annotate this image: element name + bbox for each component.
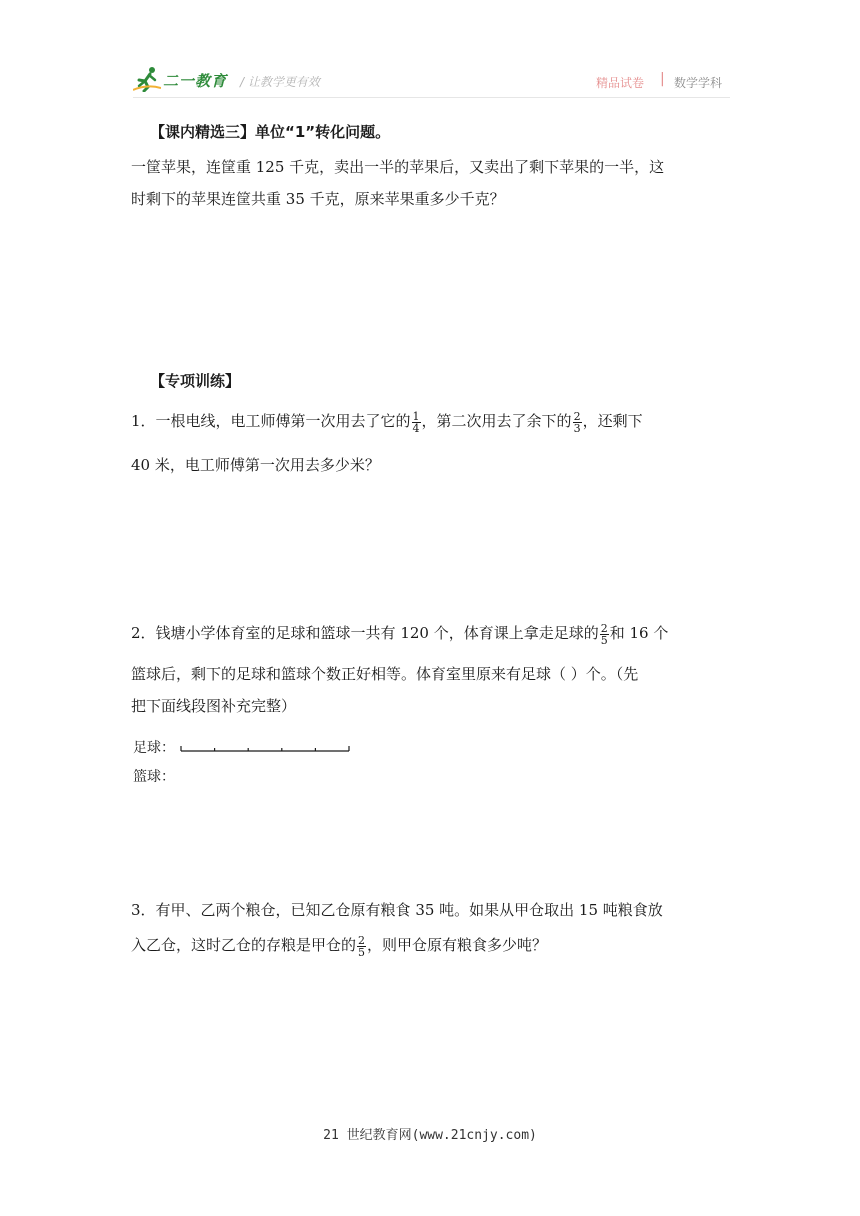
section-title-training: 【专项训练】 [150, 372, 241, 390]
fraction-numerator: 2 [358, 933, 366, 947]
question-3-line [131, 929, 547, 961]
football-label: 足球： [133, 740, 175, 756]
question-1-line [131, 405, 643, 437]
question-2-line: 把下面线段图补充完整） [131, 697, 297, 715]
question-3-line: 3．有甲、乙两个粮仓，已知乙仓原有粮食 35 吨。如果从甲仓取出 15 吨粮食放 [131, 901, 663, 919]
fraction [573, 411, 582, 434]
runner-logo-icon [133, 66, 161, 92]
header-divider [133, 97, 730, 98]
question-2-line [131, 617, 668, 649]
logo-text: 二一教育 [163, 72, 228, 90]
slogan: / 让教学更有效 [240, 75, 320, 89]
question-1-text: 1．一根电线，电工师傅第一次用去了它的 [131, 412, 411, 430]
fraction-denominator: 5 [600, 633, 608, 647]
page-header [0, 0, 860, 110]
fraction-numerator: 2 [573, 409, 581, 423]
fraction [412, 411, 421, 434]
question-2-text: 和 16 个 [609, 624, 669, 642]
fraction-numerator: 1 [412, 409, 420, 423]
question-2-line: 篮球后，剩下的足球和篮球个数正好相等。体育室里原来有足球（ ）个。（先 [131, 665, 639, 683]
fraction-denominator: 4 [412, 421, 420, 435]
fraction [357, 935, 366, 958]
question-3-text: ，则甲仓原有粮食多少吨？ [367, 936, 548, 954]
question-1-text: ，第二次用去了余下的 [421, 412, 572, 430]
basketball-label: 篮球： [133, 769, 175, 785]
problem-text-line: 一筐苹果，连筐重 125 千克，卖出一半的苹果后，又卖出了剩下苹果的一半，这 [131, 158, 665, 176]
header-separator: | [660, 71, 665, 87]
football-segment-diagram [180, 742, 352, 754]
problem-text-line: 时剩下的苹果连筐共重 35 千克，原来苹果重多少千克？ [131, 190, 505, 208]
question-2-text: 2．钱塘小学体育室的足球和篮球一共有 120 个，体育课上拿走足球的 [131, 624, 599, 642]
question-1-line: 40 米，电工师傅第一次用去多少米？ [131, 456, 380, 474]
fraction-denominator: 5 [358, 945, 366, 959]
question-1-text: ，还剩下 [582, 412, 643, 430]
question-3-text: 入乙仓，这时乙仓的存粮是甲仓的 [131, 936, 357, 954]
section-title-selected-3: 【课内精选三】单位“1”转化问题。 [150, 123, 391, 141]
fraction-numerator: 2 [600, 621, 608, 635]
fraction [600, 623, 609, 646]
brand-label: 精品试卷 [596, 76, 645, 90]
page-footer: 21 世纪教育网(www.21cnjy.com) [323, 1128, 537, 1143]
subject-label: 数学学科 [674, 76, 723, 90]
fraction-denominator: 3 [573, 421, 581, 435]
